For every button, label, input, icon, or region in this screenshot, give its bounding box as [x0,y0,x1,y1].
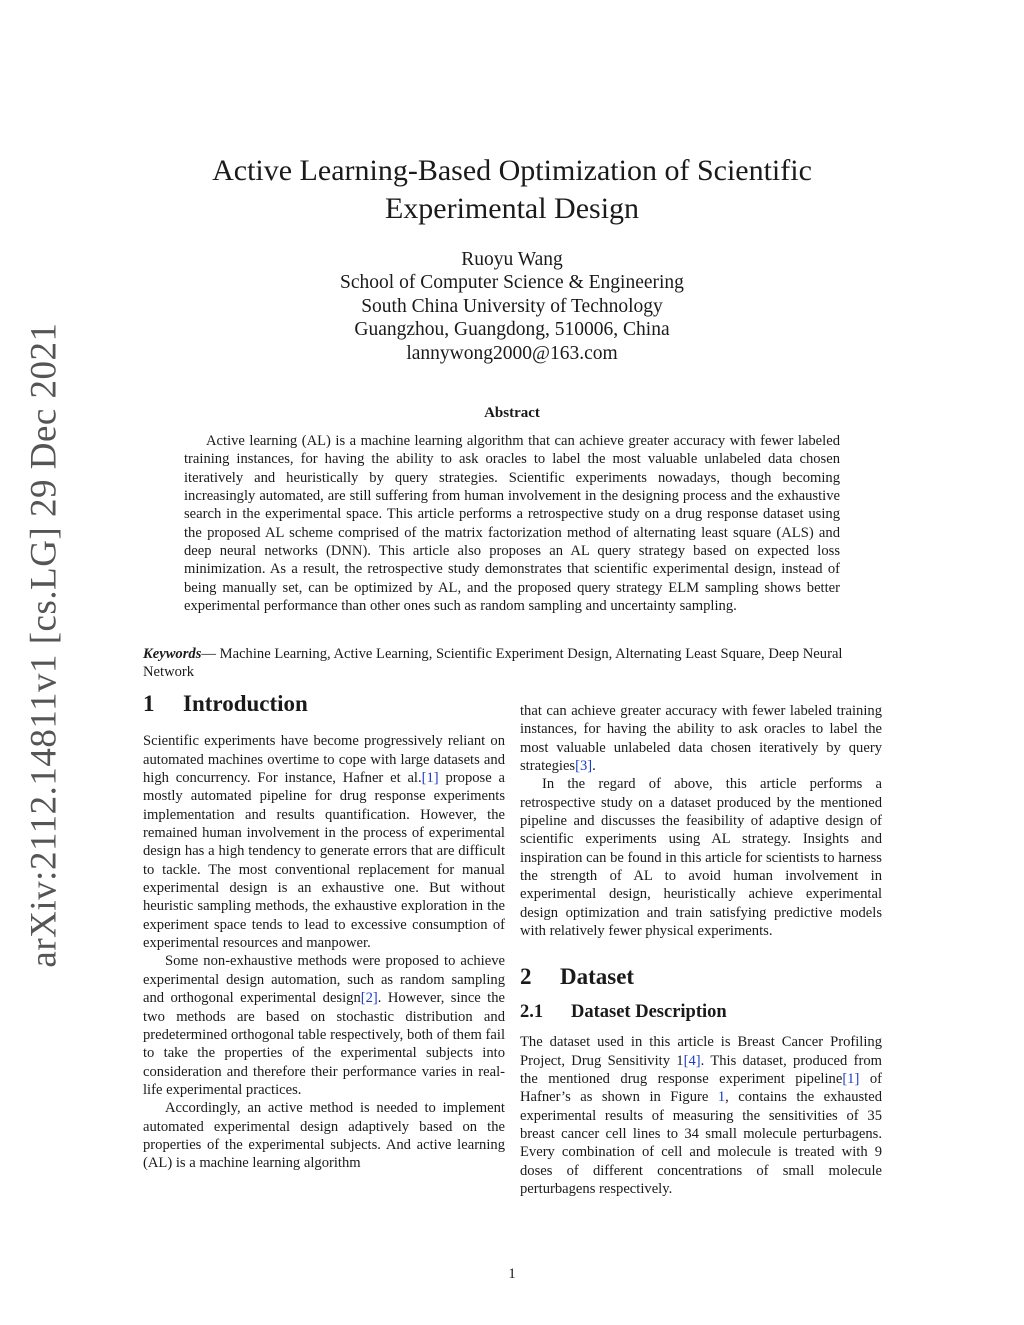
author-address: Guangzhou, Guangdong, 510006, China [354,319,670,341]
keywords [143,645,883,681]
subsection-title: Dataset Description [571,1001,727,1022]
figure-link[interactable]: 1 [717,1089,726,1106]
paper-title: Active Learning-Based Optimization of Scientific Experimental Design [212,154,812,225]
intro-paragraph: Accordingly, an active method is needed to implement automated experimental design adaptively based on the properties of the experimental subjects. And active learning (AL) is a machine learning algorithm [143,1100,505,1172]
keywords-label: Keywords [143,646,202,662]
section-number: 1 [143,691,155,716]
text-run: Some non-exhaustive methods were proposed to achieve experimental design automation, such as random sampling and orthogonal experimental design [143,953,505,1007]
author-name: Ruoyu Wang [461,249,563,270]
citation-link[interactable]: [4] [683,1052,701,1069]
citation-link[interactable]: [1] [421,770,439,787]
section-heading-dataset [520,964,882,990]
text-run: The dataset used in this article is Breast Cancer Profiling Project, Drug Sensitivity 1 [520,1034,882,1069]
author-block [200,248,824,365]
text-run: of Hafner’s as shown in Figure [520,1070,882,1106]
citation-link[interactable]: [2] [360,990,378,1007]
abstract-heading: Abstract [484,405,540,421]
page-number: 1 [508,1266,516,1282]
section-title: Introduction [183,691,308,716]
text-run: propose a mostly automated pipeline for drug response experiments implementation and results quantification. However, the remained human involvement in the process of experimental design has a high tendency to generate errors that are difficult to tackle. The most conventional replacement for manual experimental design is an exhaustive one. But without heuristic sampling methods, the exhaustive exploration in the experiment space tends to lead to excessive consumption of experimental resources and manpower. [143,770,505,952]
author-school: School of Computer Science & Engineering [340,272,684,294]
text-run: Scientific experiments have become progressively reliant on automated machines overtime to cope with large datasets and high concurrency. For instance, Hafner et al. [143,733,505,787]
dataset-paragraph [520,1033,882,1198]
text-run: that can achieve greater accuracy with fewer labeled training instances, for having the ability to ask oracles to label the most valuable unlabeled data chosen iteratively by query strategies [520,703,882,775]
subsection-number: 2.1 [520,1001,544,1022]
left-column [143,691,505,1173]
citation-link[interactable]: [3] [575,758,593,775]
arxiv-identifier: arXiv:2112.14811v1 [cs.LG] 29 Dec 2021 [23,322,65,968]
author-email: lannywong2000@163.com [406,342,618,364]
intro-paragraph [143,732,505,952]
text-run: . However, since the two methods are based on stochastic distribution and predetermined orthogonal table respectively, both of them fail to take the properties of the experimental subjects into consideration and therefore their performance varies in real-life experimental practices. [143,990,505,1098]
text-run: . This dataset, produced from the mentioned drug response experiment pipeline [520,1052,882,1087]
section-number: 2 [520,964,532,990]
keywords-text: — Machine Learning, Active Learning, Scientific Experiment Design, Alternating Least Square, Deep Neural Network [143,646,843,681]
author-university: South China University of Technology [361,295,663,317]
right-column [520,702,882,1198]
intro-paragraph: In the regard of above, this article performs a retrospective study on a dataset produced by the mentioned pipeline and discusses the feasibility of adaptive design of scientific experiments using AL strategy. Insights and inspiration can be found in this article for scientists to harness the strength of AL to avoid human involvement in experimental design, heuristically achieve experimental design optimization and train satisfying predictive models with relatively fewer physical experiments. [520,776,882,940]
abstract-text: Active learning (AL) is a machine learning algorithm that can achieve greater accuracy with fewer labeled training instances, for having the ability to ask oracles to label the most valuable unlabeled data chosen iteratively and heuristically by query strategies. Scientific experiments nowadays, though becoming increasingly automated, are still suffering from human involvement in the designing process and the exhaustive search in the experimental space. This article performs a retrospective study on a drug response dataset using the proposed AL scheme comprised of the matrix factorization method of alternating least square (ALS) and deep neural networks (DNN). This article also proposes an AL query strategy based on expected loss minimization. As a result, the retrospective study demonstrates that scientific experimental design, instead of being manually set, can be optimized by AL, and the proposed query strategy ELM sampling shows better experimental performance than other ones such as random sampling and uncertainty sampling. [184,433,840,615]
text-run: . [592,758,596,775]
subsection-heading-dataset-description [520,1003,882,1021]
intro-paragraph-continued [520,702,882,775]
section-heading-introduction [143,691,505,716]
section-title: Dataset [560,964,635,990]
intro-paragraph [143,952,505,1099]
citation-link[interactable]: [1] [842,1070,860,1087]
text-run: , contains the exhausted experimental results of measuring the sensitivities of 35 breast cancer cell lines to 34 small molecule perturbagens. Every combination of cell and molecule is treated with 9 doses of different concentrations of small molecule perturbagens respectively. [520,1089,883,1197]
